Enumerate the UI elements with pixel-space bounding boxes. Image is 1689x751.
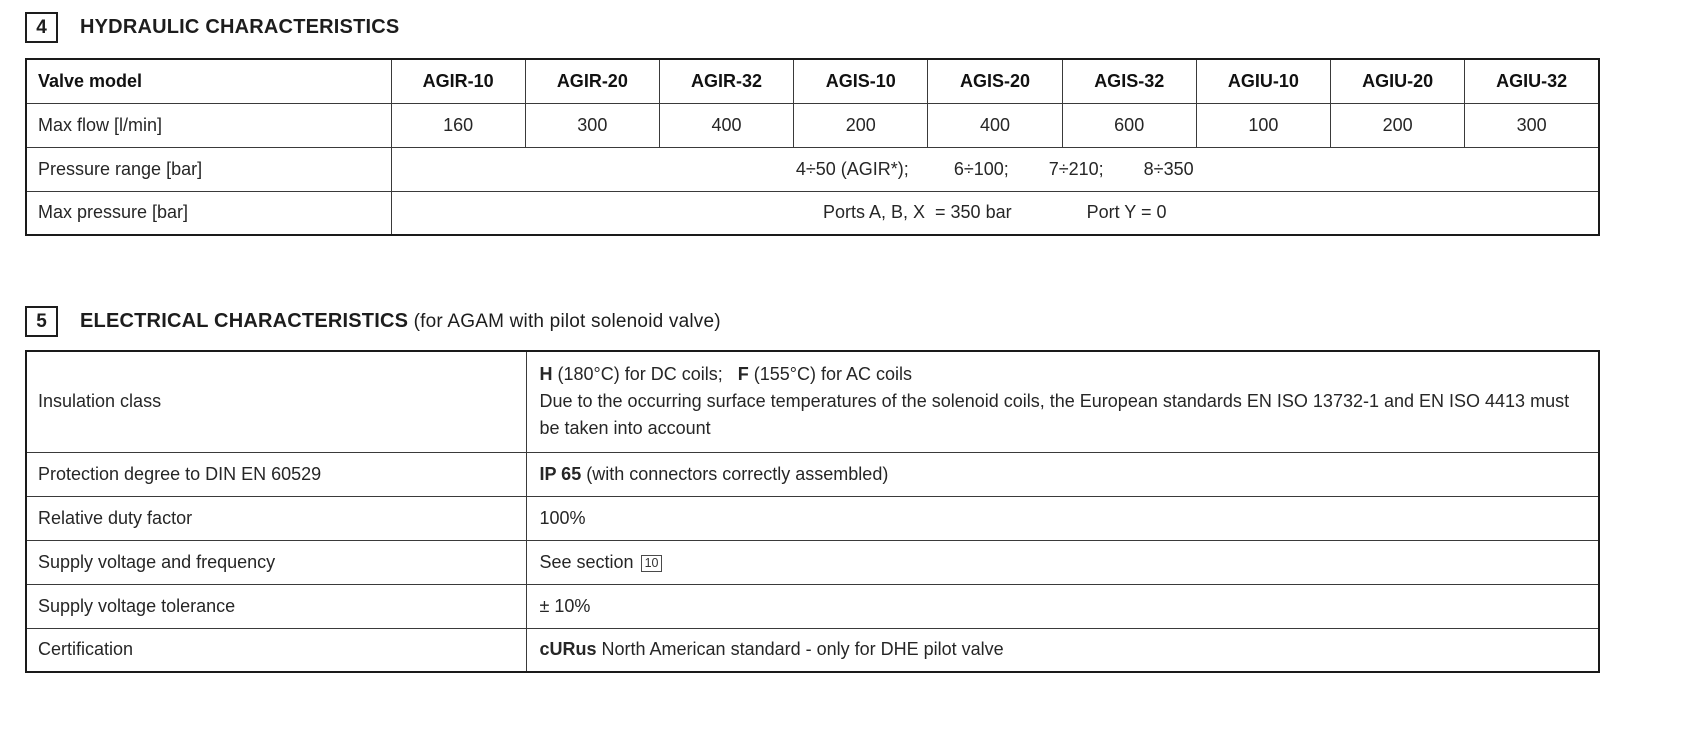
max-flow-value: 100 xyxy=(1196,103,1330,147)
insulation-line-1 xyxy=(540,361,1585,388)
section-number-badge: 4 xyxy=(25,12,58,43)
row-label: Max flow [l/min] xyxy=(26,103,391,147)
max-flow-value: 400 xyxy=(928,103,1062,147)
column-header-model: AGIR-20 xyxy=(525,59,659,103)
row-label: Supply voltage tolerance xyxy=(26,584,526,628)
table-row-max-flow xyxy=(26,103,1599,147)
max-flow-value: 400 xyxy=(659,103,793,147)
insulation-line-2: Due to the occurring surface temperatures of the solenoid coils, the European standards EN ISO 13732-1 and EN ISO 4413 must be taken into account xyxy=(539,391,1570,439)
table-row-supply-voltage xyxy=(26,540,1599,584)
section-subtitle: (for AGAM with pilot solenoid valve) xyxy=(408,311,721,332)
see-section-text: See section xyxy=(539,551,634,572)
row-label: Max pressure [bar] xyxy=(26,191,391,235)
protection-degree-value xyxy=(526,452,1599,496)
table-row-protection-degree xyxy=(26,452,1599,496)
row-label: Certification xyxy=(26,628,526,672)
pressure-range-value: 4÷50 (AGIR*); 6÷100; 7÷210; 8÷350 xyxy=(391,147,1599,191)
column-header-model: AGIU-10 xyxy=(1196,59,1330,103)
row-label: Protection degree to DIN EN 60529 xyxy=(26,452,526,496)
row-label: Supply voltage and frequency xyxy=(26,540,526,584)
table-row-certification xyxy=(26,628,1599,672)
section-4-header xyxy=(25,12,1689,43)
row-label: Pressure range [bar] xyxy=(26,147,391,191)
insulation-text xyxy=(540,355,1599,448)
max-flow-value: 200 xyxy=(1331,103,1465,147)
row-label: Relative duty factor xyxy=(26,496,526,540)
certification-value xyxy=(526,628,1599,672)
duty-factor-value: 100% xyxy=(526,496,1599,540)
column-header-model: AGIU-32 xyxy=(1465,59,1599,103)
insulation-dc-text: (180°C) for DC coils; xyxy=(552,364,738,385)
table-row-insulation-class xyxy=(26,351,1599,452)
section-number-badge: 5 xyxy=(25,306,58,337)
section-title xyxy=(80,310,721,333)
section-title-bold: ELECTRICAL CHARACTERISTICS xyxy=(80,310,409,332)
voltage-tolerance-value: ± 10% xyxy=(526,584,1599,628)
insulation-ac-text: (155°C) for AC coils xyxy=(748,364,912,385)
max-pressure-value: Ports A, B, X = 350 bar Port Y = 0 xyxy=(391,191,1599,235)
max-flow-value: 600 xyxy=(1062,103,1196,147)
table-header-row xyxy=(26,59,1599,103)
column-header-model: AGIU-20 xyxy=(1331,59,1465,103)
certification-note: North American standard - only for DHE pilot valve xyxy=(596,639,1004,660)
column-header-model: AGIS-32 xyxy=(1062,59,1196,103)
insulation-class-f: F xyxy=(737,364,749,385)
electrical-characteristics-table xyxy=(25,350,1600,673)
section-5-header xyxy=(25,306,1689,337)
protection-note: (with connectors correctly assembled) xyxy=(581,463,889,484)
section-title: HYDRAULIC CHARACTERISTICS xyxy=(80,16,400,38)
table-row-voltage-tolerance xyxy=(26,584,1599,628)
insulation-class-h: H xyxy=(539,364,553,385)
column-header-model: AGIR-32 xyxy=(659,59,793,103)
protection-ip-rating: IP 65 xyxy=(539,463,582,484)
max-flow-value: 300 xyxy=(525,103,659,147)
section-ref-box: 10 xyxy=(641,555,663,572)
column-header-model: AGIS-20 xyxy=(928,59,1062,103)
certification-standard: cURus xyxy=(539,639,597,660)
supply-voltage-value xyxy=(526,540,1599,584)
row-label: Insulation class xyxy=(26,351,526,452)
table-row-pressure-range xyxy=(26,147,1599,191)
max-flow-value: 160 xyxy=(391,103,525,147)
table-row-max-pressure xyxy=(26,191,1599,235)
hydraulic-characteristics-table xyxy=(25,58,1600,236)
table-row-duty-factor xyxy=(26,496,1599,540)
insulation-class-value xyxy=(526,351,1599,452)
column-header-model: AGIR-10 xyxy=(391,59,525,103)
column-header-valve-model: Valve model xyxy=(26,59,391,103)
column-header-model: AGIS-10 xyxy=(794,59,928,103)
max-flow-value: 200 xyxy=(794,103,928,147)
max-flow-value: 300 xyxy=(1465,103,1599,147)
section-spacer xyxy=(25,236,1689,306)
